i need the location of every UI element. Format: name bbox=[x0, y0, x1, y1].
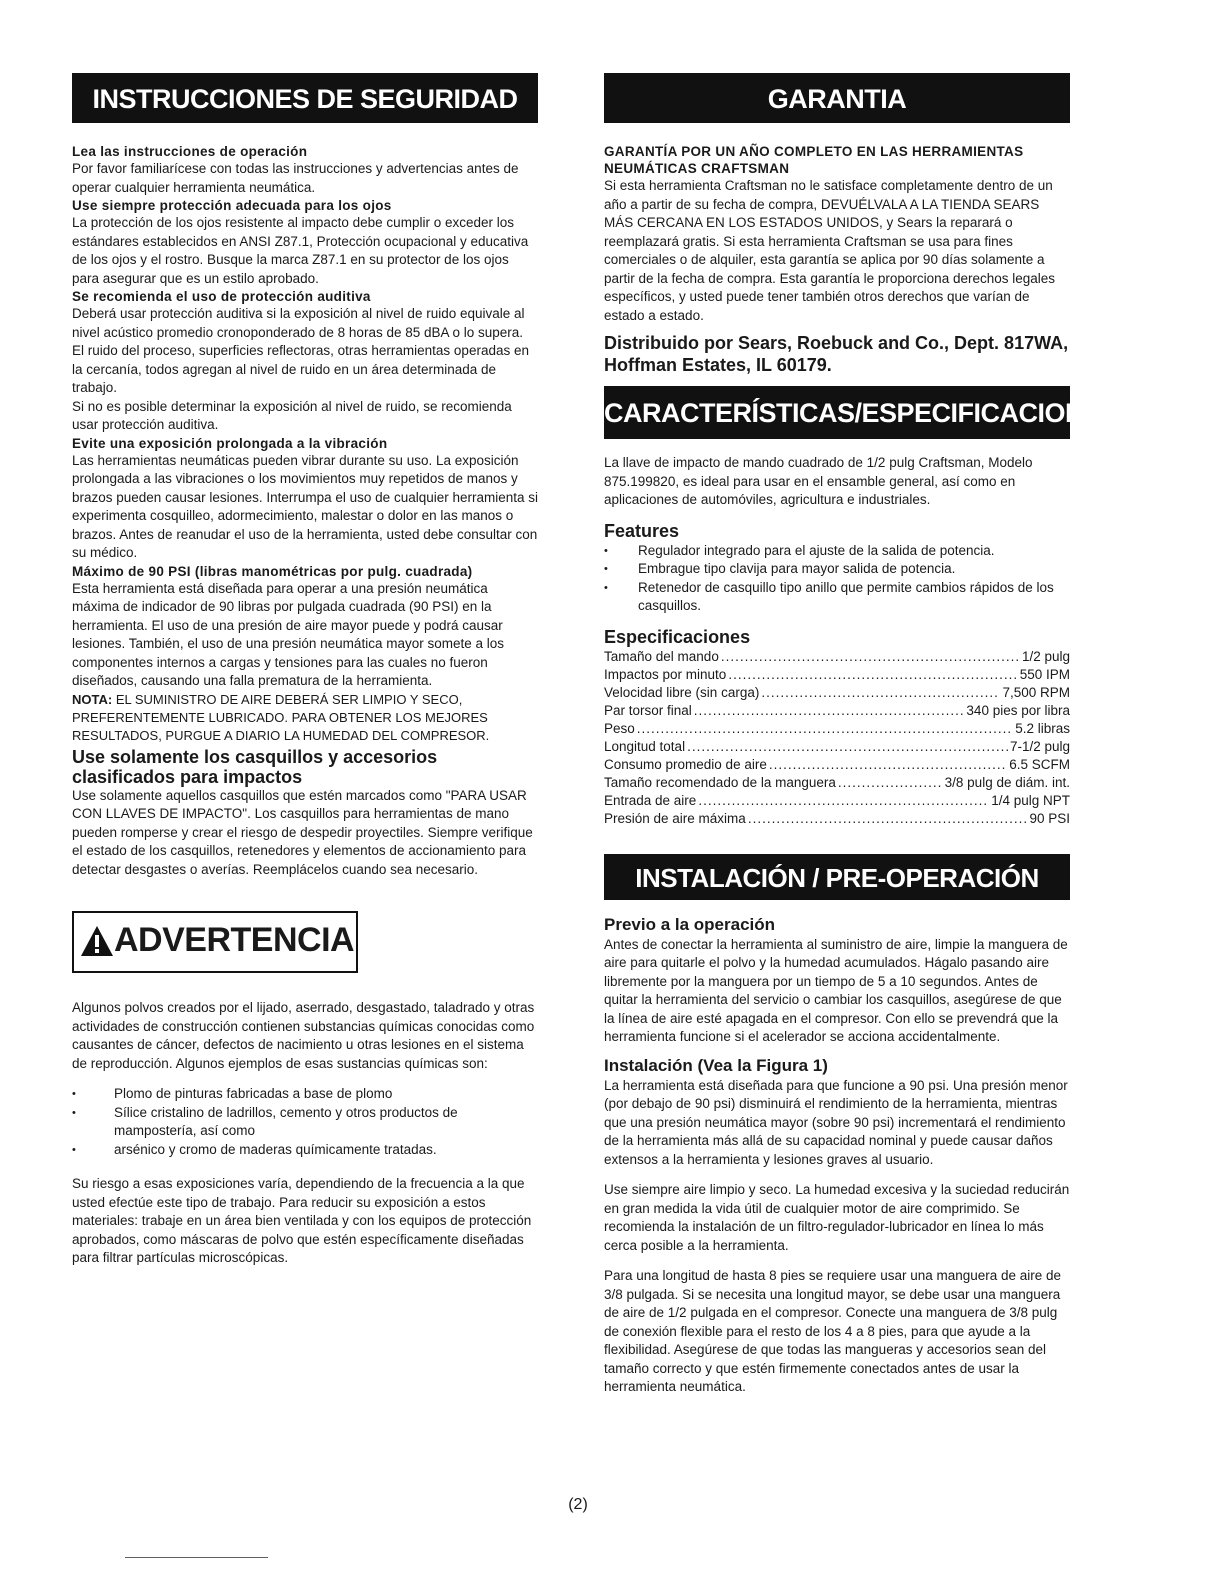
spec-row bbox=[604, 666, 1070, 684]
warning-triangle-icon bbox=[80, 925, 114, 957]
spec-row bbox=[604, 774, 1070, 792]
spec-value: 1/2 pulg bbox=[1021, 648, 1070, 664]
section-heading: Máximo de 90 PSI (libras manométricas por pulg. cuadrada) bbox=[72, 563, 473, 579]
footer-line bbox=[125, 1557, 268, 1558]
specifications-heading: Especificaciones bbox=[604, 626, 751, 647]
section-text: La protección de los ojos resistente al impacto debe cumplir o exceder los estándares establecidos en ANSI Z87.1, Protección ocupacional y educativa de los ojos y el rostro. Busque la marca Z87.1 en su protector de los ojos para asegurar que es un estilo aprobado. bbox=[72, 215, 529, 286]
description-text: La llave de impacto de mando cuadrado de 1/2 pulg Craftsman, Modelo 875.199820, es ideal para usar en el ensamble general, así como en aplicaciones de automóviles, agricultura e industriales. bbox=[604, 455, 1033, 507]
section-text: Por favor familiarícese con todas las instrucciones y advertencias antes de operar cualquier herramienta neumática. bbox=[72, 161, 519, 195]
warning-text: Algunos polvos creados por el lijado, aserrado, desgastado, taladrado y otras actividades de construcción contienen substancias químicas conocidas como causantes de cáncer, defectos de nacimiento u otras lesiones en el sistema de reproducción. Algunos ejemplos de esas sustancias químicas son: bbox=[72, 1000, 535, 1071]
installation-text: Use siempre aire limpio y seco. La humedad excesiva y la suciedad reducirán en gran medida la vida útil de cualquier motor de aire comprimido. Se recomienda la instalación de un filtro-regulador-lubricador en línea lo más cerca posible a la herramienta. bbox=[604, 1182, 1070, 1253]
spec-value: 7-1/2 pulg bbox=[1009, 738, 1070, 754]
spec-label: Impactos por minuto bbox=[604, 666, 727, 682]
section-text: Si no es posible determinar la exposición al nivel de ruido, se recomienda usar protección auditiva. bbox=[72, 398, 512, 432]
nota-text: EL SUMINISTRO DE AIRE DEBERÁ SER LIMPIO Y SECO, PREFERENTEMENTE LUBRICADO. PARA OBTENER LOS MEJORES RESULTADOS, PURGUE A DIARIO LA HUMEDAD DEL COMPRESOR. bbox=[72, 691, 490, 743]
warranty-banner: GARANTIA bbox=[604, 73, 1070, 123]
spec-row bbox=[604, 648, 1070, 666]
installation-text: La herramienta está diseñada para que funcione a 90 psi. Una presión menor (por debajo de 90 psi) disminuirá el rendimiento de la herramienta, mientras que una presión neumática mayor (sobre 90 psi) incrementará el rendimiento de la herramienta más allá de su capacidad nominal y puede causar daños extensos a la herramienta y lesiones graves al usuario. bbox=[604, 1077, 1068, 1167]
page-number: (2) bbox=[568, 1496, 588, 1513]
features-heading: Features bbox=[604, 520, 680, 541]
left-column bbox=[72, 73, 538, 1268]
section-text: Las herramientas neumáticas pueden vibrar durante su uso. La exposición prolongada a las vibraciones o los movimientos muy repetidos de manos y brazos pueden causar lesiones. Interrumpa el uso de cualquier herramienta si experimenta cosquilleo, adormecimiento, malestar o dolor en las manos o brazos. Antes de reanudar el uso de la herramienta, usted debe consultar con su médico. bbox=[72, 452, 539, 560]
features-list bbox=[604, 542, 1070, 616]
safety-instructions-banner: INSTRUCCIONES DE SEGURIDAD bbox=[72, 73, 538, 123]
spec-label: Entrada de aire bbox=[604, 792, 697, 808]
spec-value: 6.5 SCFM bbox=[1009, 756, 1070, 772]
spec-value: 1/4 pulg NPT bbox=[991, 792, 1070, 808]
spec-label: Tamaño del mando bbox=[604, 648, 719, 664]
warning-box bbox=[72, 911, 358, 973]
pre-operation-text: Antes de conectar la herramienta al suministro de aire, limpie la manguera de aire para quitarle el polvo y la humedad acumulados. Hágalo pasando aire libremente por la manguera por un tiempo de 5 a 10 segundos. Antes de quitar la herramienta del servicio o cambiar los casquillos, asegúrese de que la línea de aire esté apagada en el compresor. Con ello se prevendrá que la herramienta funcione si el acelerador se acciona accidentalmente. bbox=[604, 936, 1068, 1044]
spec-value: 5.2 libras bbox=[1015, 720, 1070, 736]
specifications-table bbox=[604, 648, 1070, 828]
list-item: • Sílice cristalino de ladrillos, cemento y otros productos de mampostería, así como bbox=[72, 1104, 538, 1141]
spec-value: 7,500 RPM bbox=[1002, 684, 1070, 700]
spec-value: 90 PSI bbox=[1029, 810, 1070, 826]
installation-heading: Instalación (Vea la Figura 1) bbox=[604, 1055, 828, 1075]
spec-row bbox=[604, 756, 1070, 774]
section-heading: Se recomienda el uso de protección auditiva bbox=[72, 289, 371, 304]
warranty-text: Si esta herramienta Craftsman no le satisface completamente dentro de un año a partir de su fecha de compra, DEVUÉLVALA A LA TIENDA SEARS MÁS CERCANA EN LOS ESTADOS UNIDOS, y Sears la reparará o reemplazará gratis. Si esta herramienta Craftsman se usa para fines comerciales o de alquiler, esta garantía se aplica por 90 días solamente a partir de la fecha de compra. Esta garantía le proporciona derechos legales específicos, y usted puede tener también otros derechos que varían de estado a estado. bbox=[604, 178, 1056, 323]
list-item: • Retenedor de casquillo tipo anillo que permite cambios rápidos de los casquillos. bbox=[604, 579, 1070, 616]
section-text: Deberá usar protección auditiva si la exposición al nivel de ruido equivale al nivel acústico promedio cronoponderado de 8 horas de 85 dBA o lo supera. El ruido del proceso, superficies reflectoras, otras herramientas operadas en la cercanía, todos agregan al nivel de ruido en un área determinada de trabajo. bbox=[72, 306, 529, 395]
warning-list bbox=[72, 1085, 538, 1159]
spec-value: 550 IPM bbox=[1019, 666, 1070, 682]
spec-row bbox=[604, 792, 1070, 810]
spec-label: Velocidad libre (sin carga) bbox=[604, 684, 760, 700]
sockets-heading: Use solamente los casquillos y accesorios clasificados para impactos bbox=[72, 746, 438, 787]
nota-paragraph bbox=[72, 691, 538, 745]
spec-label: Tamaño recomendado de la manguera bbox=[604, 774, 836, 790]
list-item: • Plomo de pinturas fabricadas a base de plomo bbox=[72, 1085, 538, 1104]
warning-text-2: Su riesgo a esas exposiciones varía, dependiendo de la frecuencia a la que usted efectúe este tipo de trabajo. Para reducir su exposición a estos materiales: trabaje en un área bien ventilada y con los equipos de protección aprobados, como máscaras de polvo que estén específicamente diseñadas para filtrar partículas microscópicas. bbox=[72, 1176, 532, 1265]
right-column bbox=[604, 73, 1120, 1397]
installation-text: Para una longitud de hasta 8 pies se requiere usar una manguera de aire de 3/8 pulgada. Si se necesita una longitud mayor, se debe usar una manguera de aire de 1/2 pulgada en el compresor. Conecte una manguera de 3/8 pulg de conexión flexible para el resto de los 4 a 8 pies, para que ayude a la flexibilidad. Asegúrese de que todas las mangueras y accesorios sean del tamaño correcto y que estén firmemente conectados antes de usar la herramienta neumática. bbox=[604, 1268, 1062, 1394]
warning-label: ADVERTENCIA bbox=[114, 921, 355, 959]
spec-value: 340 pies por libra bbox=[966, 702, 1070, 718]
installation-banner: INSTALACIÓN / PRE-OPERACIÓN bbox=[604, 854, 1070, 900]
spec-row bbox=[604, 810, 1070, 828]
section-text: Esta herramienta está diseñada para operar a una presión neumática máxima de indicador de 90 libras por pulgada cuadrada (90 PSI) en la herramienta. El uso de una presión de aire mayor puede y podrá causar lesiones. También, el uso de una presión neumática mayor somete a los componentes internos a cargas y tensiones para las cuales no fueron diseñados, causando una falla prematura de la herramienta. bbox=[72, 580, 504, 688]
list-item: • Embrague tipo clavija para mayor salida de potencia. bbox=[604, 560, 1070, 579]
list-item: • arsénico y cromo de maderas químicamente tratadas. bbox=[72, 1141, 538, 1160]
spec-row bbox=[604, 684, 1070, 702]
section-heading: Lea las instrucciones de operación bbox=[72, 144, 308, 159]
section-heading: Use siempre protección adecuada para los ojos bbox=[72, 198, 392, 213]
spec-value: 3/8 pulg de diám. int. bbox=[944, 774, 1070, 790]
pre-operation-heading: Previo a la operación bbox=[604, 914, 776, 934]
nota-label: NOTA: bbox=[72, 691, 113, 707]
sockets-text: Use solamente aquellos casquillos que estén marcados como "PARA USAR CON LLAVES DE IMPACTO". Los casquillos para herramientas de mano pueden romperse y crear el riesgo de despedir proyectiles. Siempre verifique el estado de los casquillos, retenedores y elementos de accionamiento para detectar desgastes o averías. Reemplácelos cuando sea necesario. bbox=[72, 787, 533, 877]
list-item: • Regulador integrado para el ajuste de la salida de potencia. bbox=[604, 542, 1070, 561]
spec-label: Longitud total bbox=[604, 738, 686, 754]
spec-row bbox=[604, 738, 1070, 756]
spec-label: Peso bbox=[604, 720, 635, 736]
spec-row bbox=[604, 702, 1070, 720]
section-heading: Evite una exposición prolongada a la vibración bbox=[72, 435, 388, 451]
specifications-banner: CARACTERÍSTICAS/ESPECIFICACIONES bbox=[604, 386, 1070, 439]
spec-row bbox=[604, 720, 1070, 738]
spec-label: Consumo promedio de aire bbox=[604, 756, 767, 772]
spec-label: Par torsor final bbox=[604, 702, 692, 718]
spec-label: Presión de aire máxima bbox=[604, 810, 746, 826]
warranty-heading: GARANTÍA POR UN AÑO COMPLETO EN LAS HERRAMIENTAS NEUMÁTICAS CRAFTSMAN bbox=[604, 144, 1024, 176]
distributor-heading: Distribuido por Sears, Roebuck and Co., Dept. 817WA, Hoffman Estates, IL 60179. bbox=[604, 333, 1069, 375]
